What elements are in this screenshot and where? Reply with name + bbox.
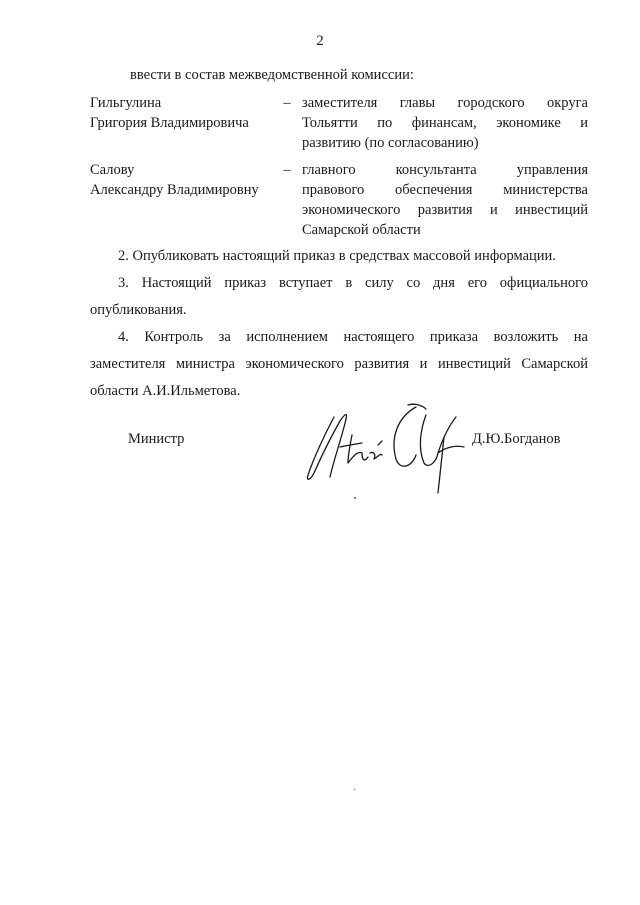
member-name bbox=[90, 93, 280, 133]
intro-text: ввести в состав межведомственной комиссии: bbox=[130, 67, 414, 83]
paragraph-line: 3. Настоящий приказ вступает в силу со дня его официального bbox=[118, 275, 588, 291]
member-role bbox=[302, 160, 588, 240]
paragraph-2 bbox=[90, 243, 588, 270]
paragraph-line: заместителя министра экономического развития и инвестиций Самарской bbox=[90, 356, 588, 372]
member-name-line: Александру Владимировну bbox=[90, 182, 259, 198]
paragraph-line: области А.И.Ильметова. bbox=[90, 383, 241, 399]
member-role-line: Тольятти по финансам, экономике и bbox=[302, 115, 588, 131]
signatory-title: Министр bbox=[128, 431, 185, 447]
member-name-line: Салову bbox=[90, 162, 135, 178]
paragraph-line: 2. Опубликовать настоящий приказ в средствах массовой информации. bbox=[118, 248, 556, 264]
member-role-line: правового обеспечения министерства bbox=[302, 182, 588, 198]
paragraph-line: опубликования. bbox=[90, 302, 187, 318]
member-name-line: Гильгулина bbox=[90, 95, 162, 111]
paragraph-line: 4. Контроль за исполнением настоящего приказа возложить на bbox=[118, 329, 588, 345]
paragraph-3 bbox=[90, 270, 588, 324]
scan-dot bbox=[354, 789, 355, 790]
signature-block bbox=[0, 425, 640, 495]
member-dash: – bbox=[283, 162, 291, 178]
signatory-name: Д.Ю.Богданов bbox=[472, 431, 561, 447]
member-role-line: Самарской области bbox=[302, 222, 421, 238]
member-name bbox=[90, 160, 280, 200]
member-dash: – bbox=[283, 95, 291, 111]
paragraph-4 bbox=[90, 324, 588, 405]
page-number: 2 bbox=[316, 33, 324, 49]
member-role-line: главного консультанта управления bbox=[302, 162, 588, 178]
member-role bbox=[302, 93, 588, 153]
handwritten-signature bbox=[296, 397, 496, 497]
member-name-line: Григория Владимировича bbox=[90, 115, 249, 131]
member-role-line: развитию (по согласованию) bbox=[302, 135, 479, 151]
member-role-line: заместителя главы городского округа bbox=[302, 95, 588, 111]
scan-dot bbox=[354, 497, 356, 499]
member-role-line: экономического развития и инвестиций bbox=[302, 202, 588, 218]
